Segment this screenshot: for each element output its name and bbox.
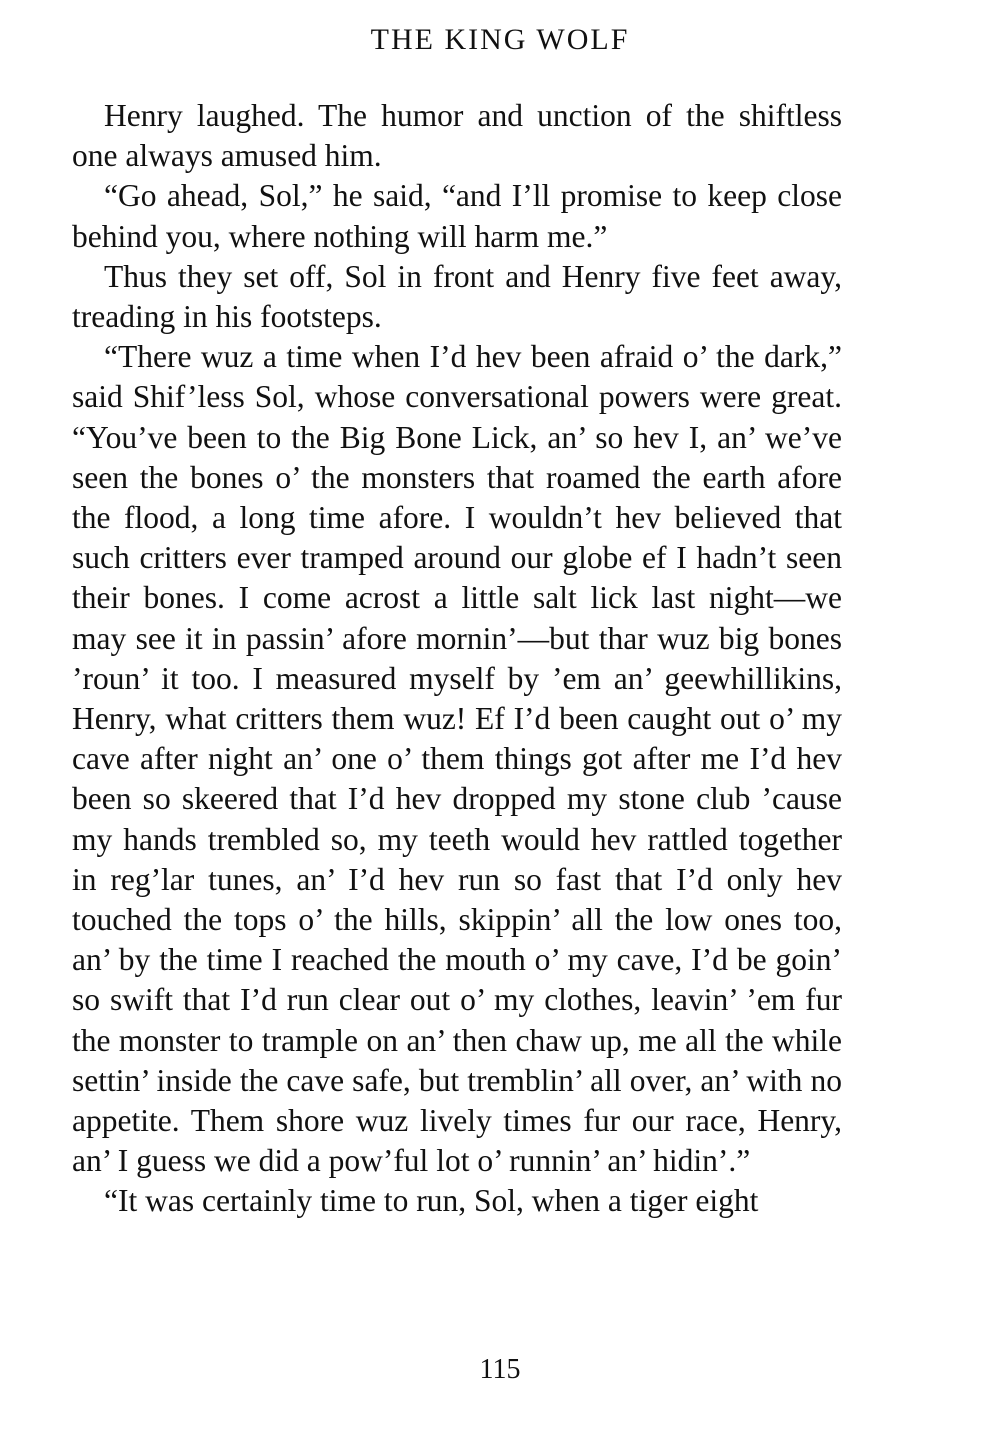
- body-text: [72, 96, 842, 1222]
- paragraph: “Go ahead, Sol,” he said, “and I’ll promise to keep close behind you, where nothing will harm me.”: [72, 178, 842, 254]
- running-title: THE KING WOLF: [370, 23, 630, 56]
- paragraph: “It was certainly time to run, Sol, when a tiger eight: [104, 1183, 759, 1219]
- page-number: 115: [479, 1354, 521, 1385]
- paragraph: Henry laughed. The humor and unction of the shiftless one always amused him.: [72, 98, 842, 174]
- paragraph: Thus they set off, Sol in front and Henry five feet away, treading in his footsteps.: [72, 258, 842, 335]
- paragraph: “There wuz a time when I’d hev been afraid o’ the dark,” said Shif’less Sol, whose conversational powers were great. “You’ve been to the Big Bone Lick, an’ so hev I, an’ we’ve seen the bones o’ the monsters that roamed the earth afore the flood, a long time afore. I wouldn’t hev believed that such critters ever tramped around our globe ef I hadn’t seen their bones. I come acrost a little salt lick last night—we may see it in passin’ afore mornin’—but thar wuz big bones ’roun’ it too. I measured myself by ’em an’ geewhillikins, Henry, what critters them wuz! Ef I’d been caught out o’ my cave after night an’ one o’ them things got after me I’d hev been so skeered that I’d hev dropped my stone club ’cause my hands trembled so, my teeth would hev rattled together in reg’lar tunes, an’ I’d hev run so fast that I’d only hev touched the tops o’ the hills, skippin’ all the low ones too, an’ by the time I reached the mouth o’ my cave, I’d be goin’ so swift that I’d run clear out o’ my clothes, leavin’ ’em fur the monster to trample on an’ then chaw up, me all the while settin’ inside the cave safe, but tremblin’ all over, an’ with no appetite. Them shore wuz lively times fur our race, Henry, an’ I guess we did a pow’ful lot o’ runnin’ an’ hidin’.”: [72, 339, 842, 1179]
